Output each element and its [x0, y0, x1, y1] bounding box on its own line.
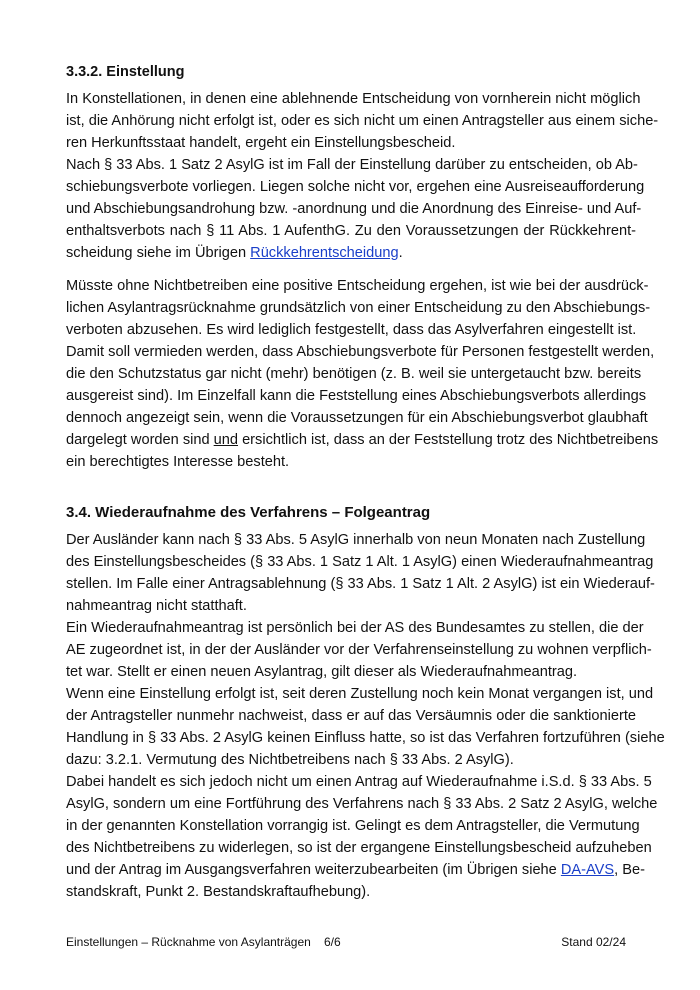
text-fragment: dargelegt worden sind [66, 432, 214, 448]
text-fragment: ersichtlich ist, dass an der Feststellung trotz des Nichtbetreibens [238, 432, 659, 448]
text-line: dennoch angezeigt sein, wenn die Voraussetzungen für ein Abschiebungsverbot glaubhaft [66, 410, 648, 426]
text-line: Müsste ohne Nichtbetreiben eine positive Entscheidung ergehen, ist wie bei der ausdrück- [66, 278, 649, 294]
text-line: AE zugeordnet ist, in der der Ausländer vor der Verfahrenseinstellung zu wohnen verpflich- [66, 642, 652, 658]
text-line: schiebungsverbote vorliegen. Liegen solche nicht vor, ergehen eine Ausreiseaufforderung [66, 179, 645, 195]
text-line: enthaltsverbots nach § 11 Abs. 1 AufenthG. Zu den Voraussetzungen der Rückkehrent- [66, 223, 636, 239]
text-line: Wenn eine Einstellung erfolgt ist, seit deren Zustellung noch kein Monat vergangen ist, und [66, 686, 654, 702]
section-heading-3-4: 3.4. Wiederaufnahme des Verfahrens – Folgeantrag [66, 504, 431, 521]
paragraph [66, 88, 659, 264]
text-line: Handlung in § 33 Abs. 2 AsylG keinen Einfluss hatte, so ist das Verfahren fortzuführen (siehe [66, 730, 665, 746]
text-line: in der genannten Konstellation vorrangig ist. Gelingt es dem Antragsteller, die Vermutung [66, 818, 640, 834]
text-line: dazu: 3.2.1. Vermutung des Nichtbetreibens nach § 33 Abs. 2 AsylG). [66, 752, 514, 768]
text-line: In Konstellationen, in denen eine ablehnende Entscheidung von vornherein nicht möglich [66, 91, 641, 107]
text-line [66, 859, 645, 881]
text-line: ausgereist sind). Im Einzelfall kann die Feststellung eines Abschiebungsverbots allerdings [66, 388, 647, 404]
text-line: Der Ausländer kann nach § 33 Abs. 5 AsylG innerhalb von neun Monaten nach Zustellung [66, 532, 646, 548]
text-fragment: , Be- [614, 862, 645, 878]
underlined-word: und [213, 432, 239, 448]
text-line: stellen. Im Falle einer Antragsablehnung (§ 33 Abs. 1 Satz 1 Alt. 2 AsylG) ist ein Wiederauf- [66, 576, 655, 592]
paragraph [66, 275, 659, 473]
text-line: Ein Wiederaufnahmeantrag ist persönlich bei der AS des Bundesamtes zu stellen, die der [66, 620, 644, 636]
link-rueckkehrentscheidung[interactable]: Rückkehrentscheidung [250, 245, 399, 261]
text-line: des Einstellungsbescheides (§ 33 Abs. 1 Satz 1 Alt. 1 AsylG) einen Wiederaufnahmeantrag [66, 554, 654, 570]
page-number: 6/6 [324, 935, 341, 949]
text-line: Damit soll vermieden werden, dass Abschiebungsverbote für Personen festgestellt werden, [66, 344, 655, 360]
text-line: verboten abzusehen. Es wird lediglich festgestellt, dass das Asylverfahren eingestellt ist. [66, 322, 637, 338]
text-line: die den Schutzstatus gar nicht (mehr) benötigen (z. B. weil sie untergetaucht bzw. bereits [66, 366, 642, 382]
text-line: ren Herkunftsstaat handelt, ergeht ein Einstellungsbescheid. [66, 135, 456, 151]
page-footer [66, 934, 626, 950]
text-line: ein berechtigtes Interesse besteht. [66, 454, 290, 470]
paragraph [66, 529, 665, 903]
text-line: AsylG, sondern um eine Fortführung des Verfahrens nach § 33 Abs. 2 Satz 2 AsylG, welche [66, 796, 658, 812]
text-line: nahmeantrag nicht statthaft. [66, 598, 247, 614]
link-da-avs[interactable]: DA-AVS [560, 862, 615, 878]
text-fragment: scheidung siehe im Übrigen [66, 245, 251, 261]
section-heading-3-3-2: 3.3.2. Einstellung [66, 64, 185, 80]
text-line [66, 242, 636, 264]
footer-version: Stand 02/24 [561, 935, 626, 949]
text-line: und Abschiebungsandrohung bzw. -anordnung und die Anordnung des Einreise- und Auf- [66, 201, 642, 217]
text-line: lichen Asylantragsrücknahme grundsätzlich von einer Entscheidung zu den Abschiebungs- [66, 300, 651, 316]
text-line: des Nichtbetreibens zu widerlegen, so ist der ergangene Einstellungsbescheid aufzuheben [66, 840, 652, 856]
text-line: der Antragsteller nunmehr nachweist, dass er auf das Versäumnis oder die sanktionierte [66, 708, 636, 724]
text-line: Dabei handelt es sich jedoch nicht um einen Antrag auf Wiederaufnahme i.S.d. § 33 Abs. 5 [66, 774, 652, 790]
text-fragment: . [398, 245, 403, 261]
text-line: Nach § 33 Abs. 1 Satz 2 AsylG ist im Fall der Einstellung darüber zu entscheiden, ob Ab- [66, 157, 638, 173]
footer-title: Einstellungen – Rücknahme von Asylanträgen [66, 935, 311, 949]
text-line: tet war. Stellt er einen neuen Asylantrag, gilt dieser als Wiederaufnahmeantrag. [66, 664, 578, 680]
text-line [66, 429, 659, 451]
text-line: ist, die Anhörung nicht erfolgt ist, oder es sich nicht um einen Antragsteller aus einem siche- [66, 113, 659, 129]
text-fragment: und der Antrag im Ausgangsverfahren weiterzubearbeiten (im Übrigen siehe [66, 862, 561, 878]
text-line: standskraft, Punkt 2. Bestandskraftaufhebung). [66, 884, 371, 900]
